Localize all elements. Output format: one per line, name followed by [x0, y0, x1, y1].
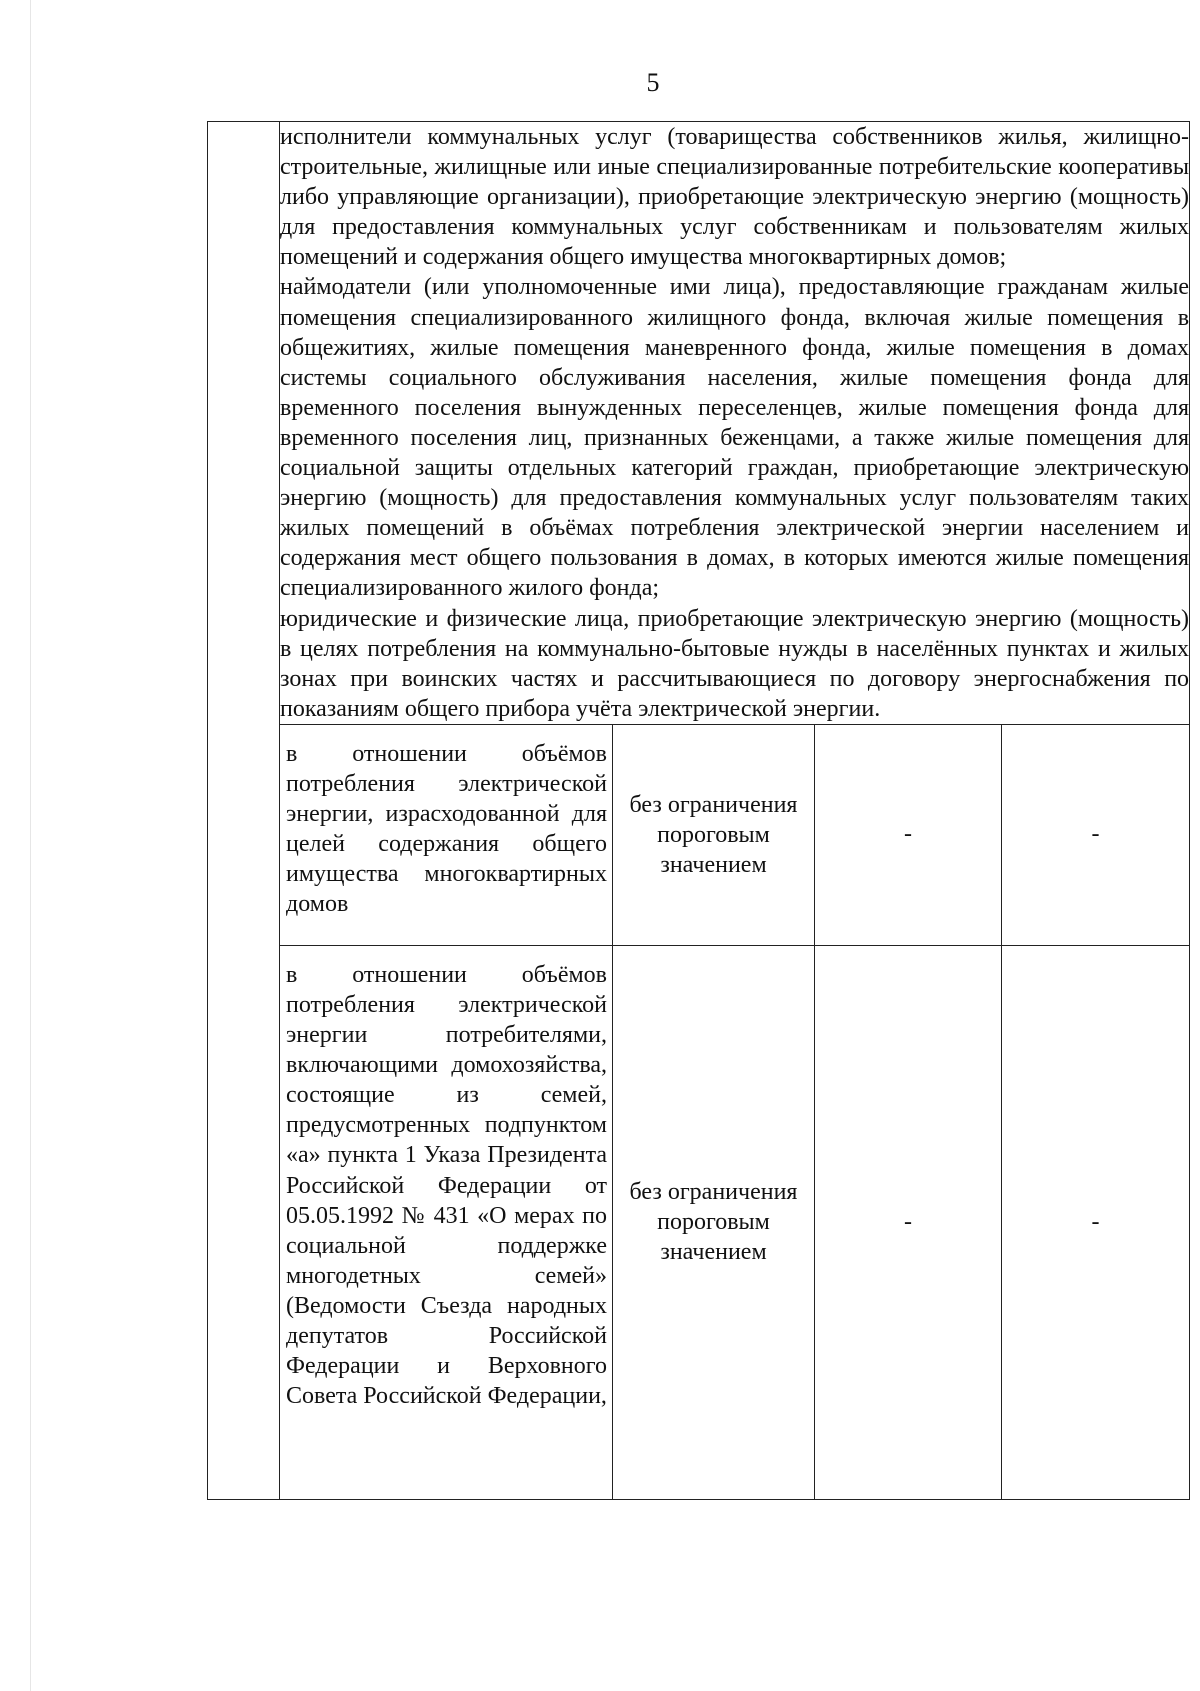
tariff-table: [207, 121, 1190, 1500]
paragraph-utility-providers: исполнители коммунальных услуг (товарищества собственников жилья, жилищно-строительные, жилищные или иные специализированные потребительские кооперативы либо управляющие организации), приобретающие электрическую энергию (мощность) для предоставления коммунальных услуг собственникам и пользователям жилых помещений и содержания общего имущества многоквартирных домов;: [280, 124, 1190, 271]
limit-cell: [613, 945, 815, 1499]
table-row-consumers: [208, 122, 1190, 725]
value-dash: -: [1091, 1208, 1100, 1235]
page-margin-line: [30, 0, 31, 1691]
row-description: в отношении объёмов потребления электрической энергии потребителями, включающими домохозяйства, состоящие из семей, предусмотренных подпунктом «а» пункта 1 Указа Президента Российской Федерации от 05.05.1992 № 431 «О мерах по социальной поддержке многодетных семей» (Ведомости Съезда народных депутатов Российской Федерации и Верховного Совета Российской Федерации,: [286, 961, 607, 1410]
row-description-cell: [280, 945, 613, 1499]
page-number: 5: [646, 68, 660, 97]
value-cell: [815, 724, 1002, 945]
value-cell: [1002, 724, 1190, 945]
paragraph-landlords: наймодатели (или уполномоченные ими лица), предоставляющие гражданам жилые помещения специализированного жилищного фонда, включая жилые помещения в общежитиях, жилые помещения маневренного фонда, жилые помещения в домах системы социального обслуживания населения, жилые помещения фонда для временного поселения вынужденных переселенцев, жилые помещения фонда для временного поселения лиц, признанных беженцами, а также жилые помещения для социальной защиты отдельных категорий граждан, приобретающие электрическую энергию (мощность) для предоставления коммунальных услуг пользователям таких жилых помещений в объёмах потребления электрической энергии населением и содержания мест общего пользования в домах, в которых имеются жилые помещения специализированного жилого фонда;: [280, 274, 1190, 602]
limit-text: без ограничения пороговым значением: [629, 1179, 798, 1266]
empty-index-cell: [208, 122, 280, 1500]
table-row: [208, 945, 1190, 1499]
paragraph-legal-entities: юридические и физические лица, приобретающие электрическую энергию (мощность) в целях потребления на коммунально-бытовые нужды в населённых пунктах и жилых зонах при воинских частях и рассчитывающиеся по договору энергоснабжения по показаниям общего прибора учёта электрической энергии.: [280, 605, 1190, 722]
value-dash: -: [904, 821, 912, 848]
row-description-cell: [280, 724, 613, 945]
consumer-categories-cell: [280, 122, 1190, 725]
table-row: [208, 724, 1190, 945]
limit-text: без ограничения пороговым значением: [629, 791, 798, 878]
value-dash: -: [904, 1208, 912, 1235]
value-dash: -: [1091, 821, 1100, 848]
row-description: в отношении объёмов потребления электрической энергии, израсходованной для целей содержания общего имущества многоквартирных домов: [286, 740, 607, 918]
value-cell: [815, 945, 1002, 1499]
limit-cell: [613, 724, 815, 945]
value-cell: [1002, 945, 1190, 1499]
